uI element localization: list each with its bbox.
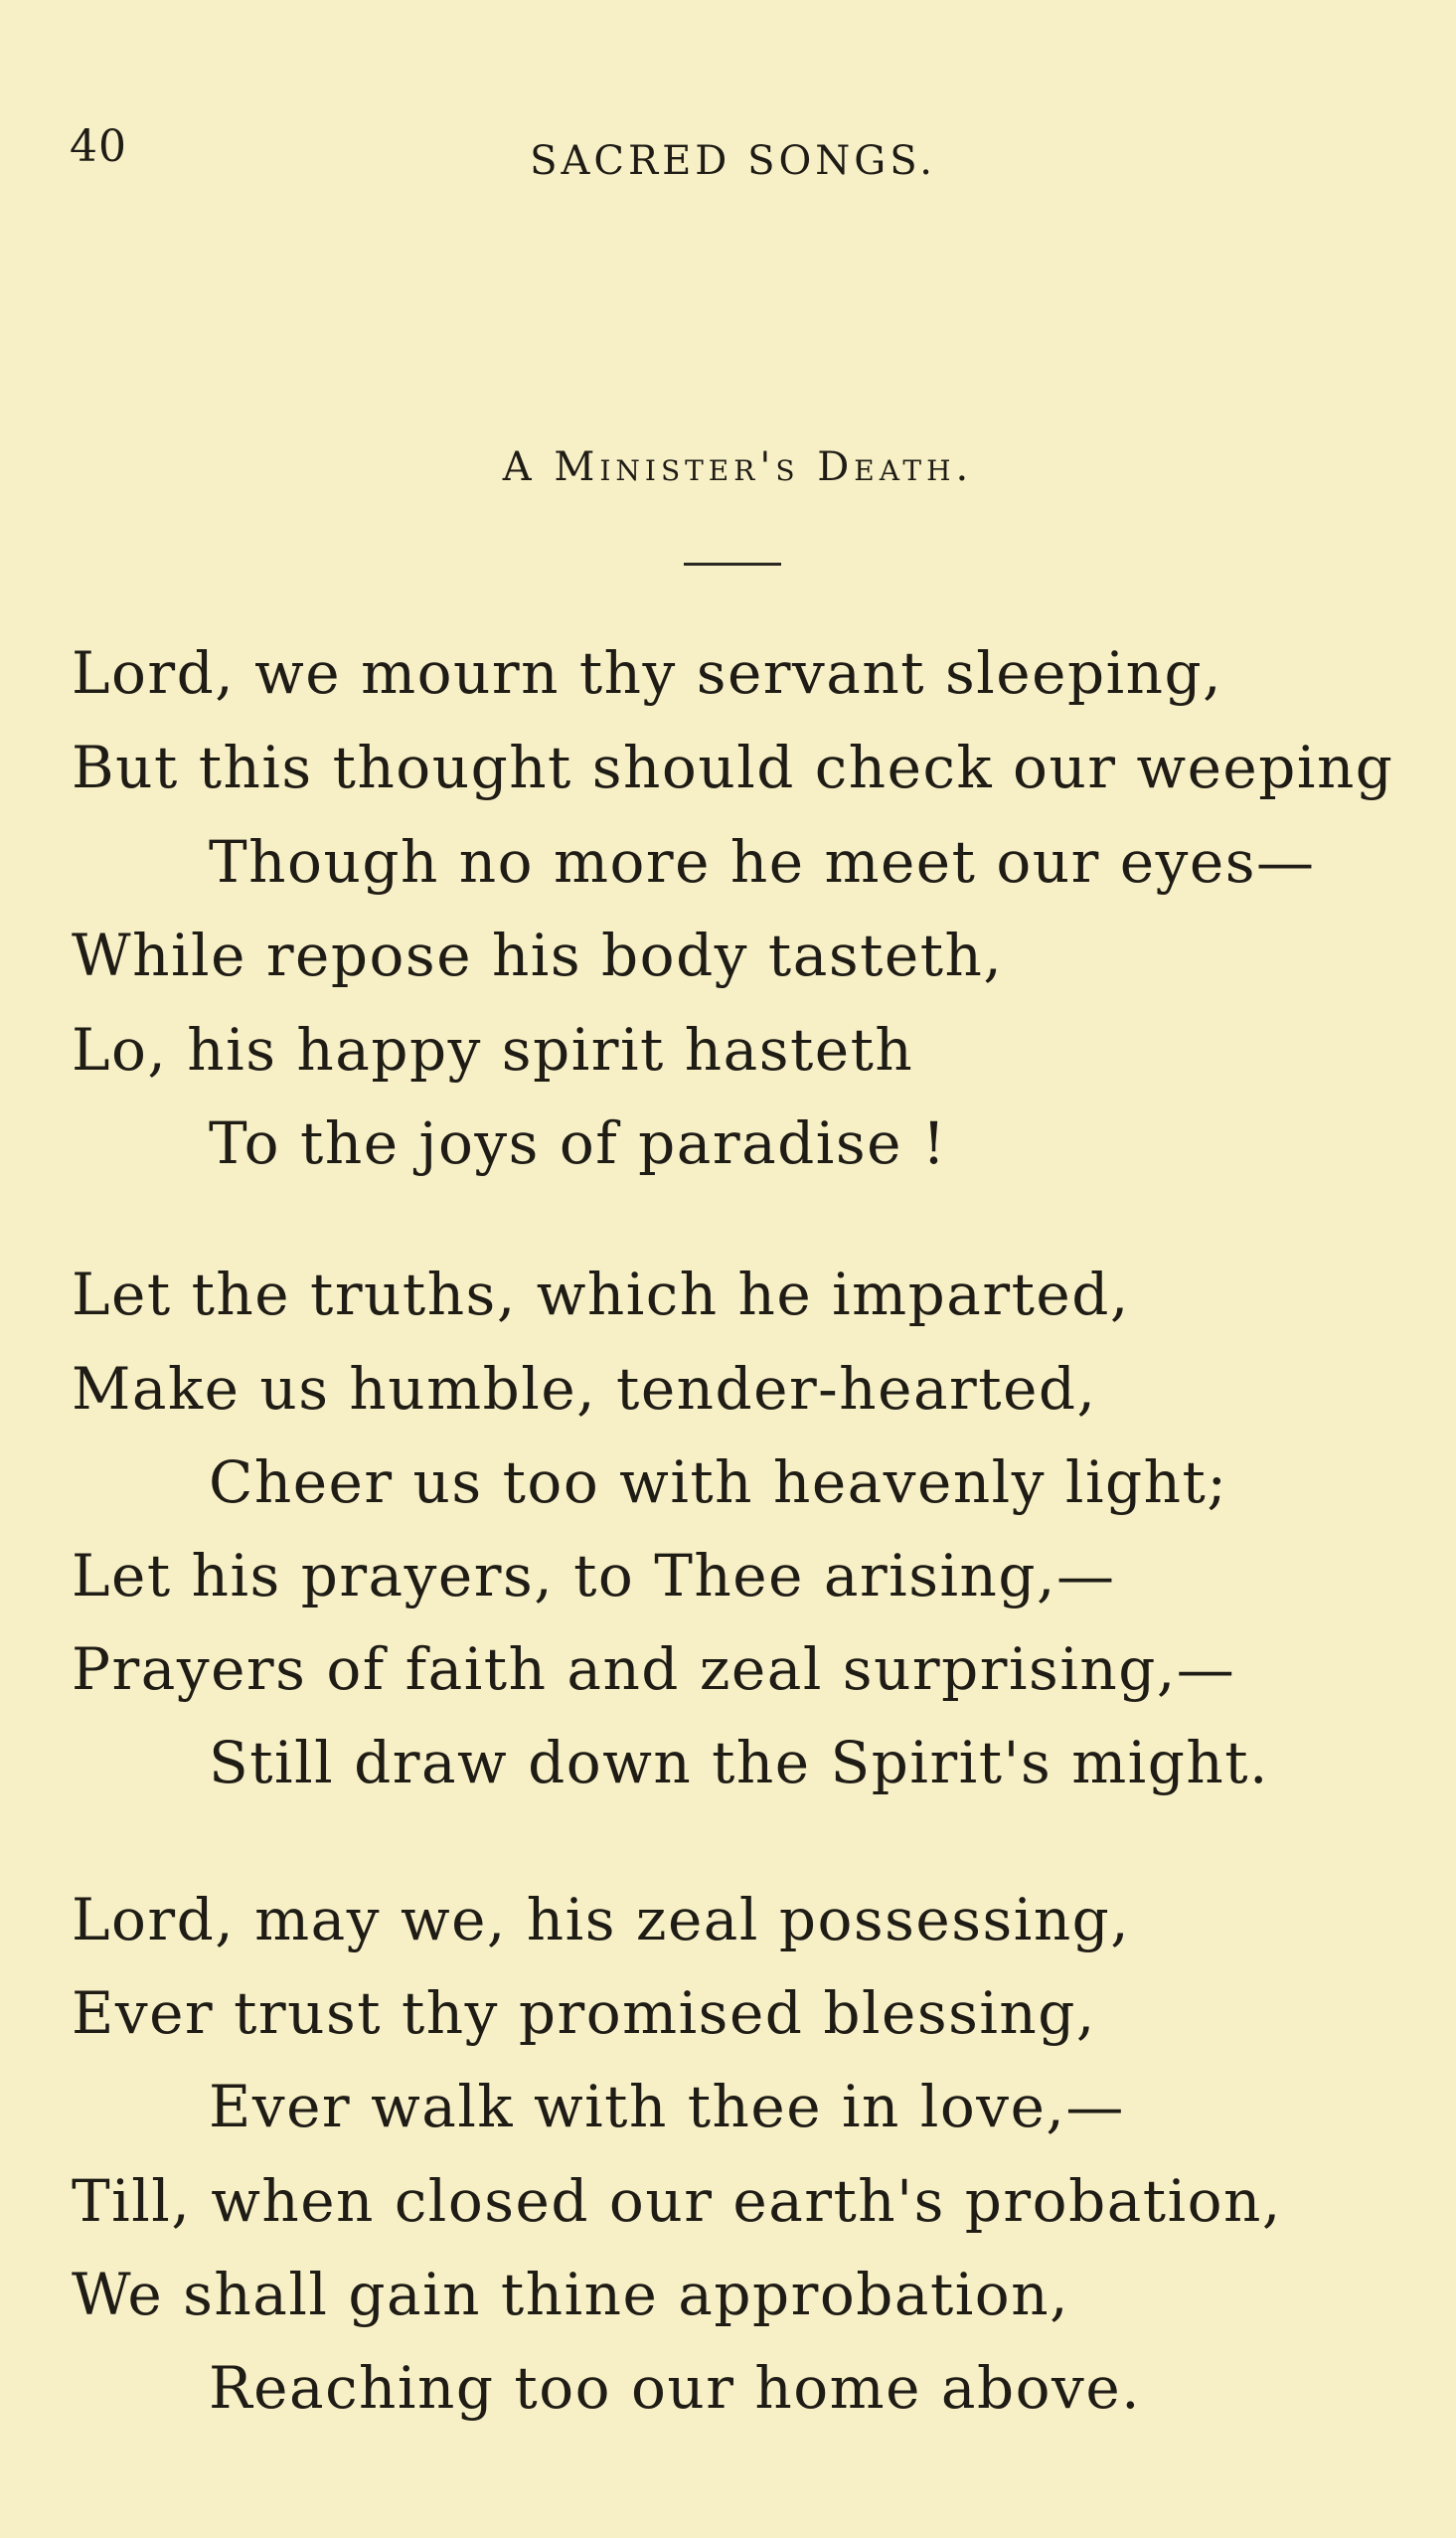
verse-line: Though no more he meet our eyes— xyxy=(209,828,1316,896)
verse-line: Cheer us too with heavenly light; xyxy=(209,1448,1228,1516)
verse-line: But this thought should check our weeping xyxy=(72,734,1394,801)
verse-line: Ever walk with thee in love,— xyxy=(209,2073,1125,2140)
verse-line: While repose his body tasteth, xyxy=(72,922,1004,989)
verse-line: Reaching too our home above. xyxy=(209,2354,1142,2422)
verse-line: Lo, his happy spirit hasteth xyxy=(72,1016,914,1084)
verse-line: Still draw down the Spirit's might. xyxy=(209,1729,1269,1796)
verse-line: Let his prayers, to Thee arising,— xyxy=(72,1542,1116,1609)
verse-line: Lord, may we, his zeal possessing, xyxy=(72,1886,1131,1953)
page-number: 40 xyxy=(70,121,127,172)
verse-line: To the joys of paradise ! xyxy=(209,1109,947,1177)
verse-line: Ever trust thy promised blessing, xyxy=(72,1979,1096,2047)
title-rule xyxy=(684,563,781,566)
poem-title: A Minister's Death. xyxy=(502,444,974,490)
verse-line: We shall gain thine approbation, xyxy=(72,2261,1070,2328)
verse-line: Let the truths, which he imparted, xyxy=(72,1261,1130,1328)
running-head: SACRED SONGS. xyxy=(530,138,936,184)
verse-line: Till, when closed our earth's probation, xyxy=(72,2167,1282,2235)
verse-line: Lord, we mourn thy servant sleeping, xyxy=(72,639,1223,707)
verse-line: Prayers of faith and zeal surprising,— xyxy=(72,1635,1236,1703)
verse-line: Make us humble, tender-hearted, xyxy=(72,1355,1097,1423)
